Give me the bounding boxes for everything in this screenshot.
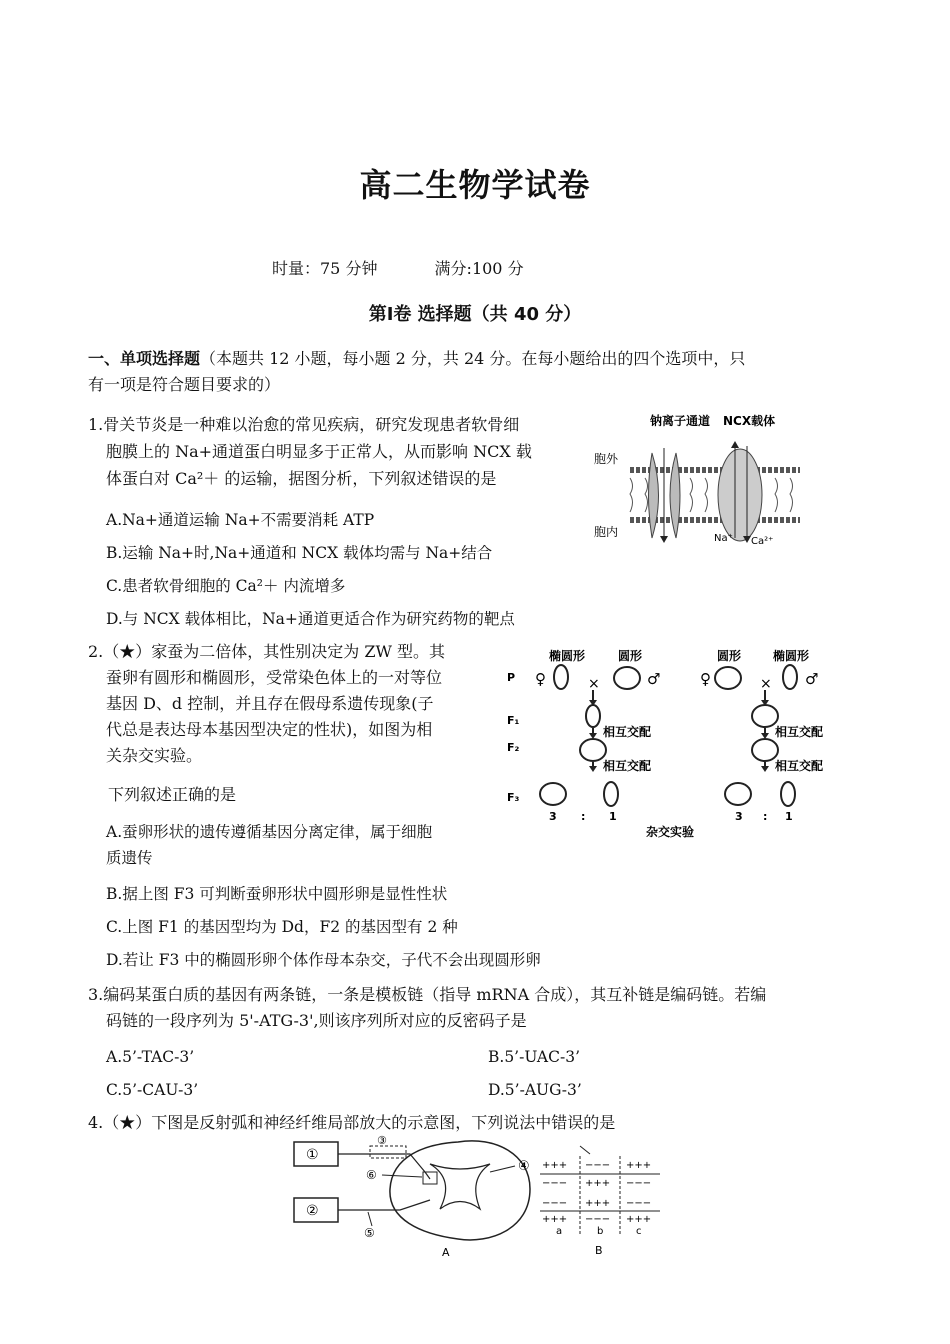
figure-caption: 杂交实验 xyxy=(646,825,695,839)
left-f3-oval-egg xyxy=(604,782,618,806)
q2-option-a-cont: 质遗传 xyxy=(106,849,153,867)
na-label: Na⁺ xyxy=(714,533,733,544)
right-male-symbol: ♂ xyxy=(805,670,819,688)
left-ratio-colon: : xyxy=(581,810,586,823)
inside-label: 胞内 xyxy=(594,525,619,539)
q1-stem-1: 1.骨关节炎是一种难以治愈的常见疾病，研究发现患者软骨细 xyxy=(88,415,520,434)
outside-label: 胞外 xyxy=(594,452,619,466)
left-header-round: 圆形 xyxy=(618,649,643,663)
part1-heading: 一、单项选择题 xyxy=(88,349,201,368)
channel-label: 钠离子通道 xyxy=(650,414,711,428)
left-female-symbol: ♀ xyxy=(535,670,546,688)
right-f1-egg xyxy=(752,705,778,727)
left-cross: × xyxy=(588,676,600,692)
left-p-oval-egg xyxy=(554,665,568,689)
figure-b-label: B xyxy=(595,1244,603,1257)
left-mating-1: 相互交配 xyxy=(603,725,652,739)
left-f3-round-egg xyxy=(540,783,566,805)
part1-heading-line xyxy=(88,348,745,370)
charges-mid2-b: +++ xyxy=(585,1198,611,1209)
n5-label: ⑤ xyxy=(364,1226,375,1240)
exam-score: 满分:100 分 xyxy=(434,259,524,278)
right-p-round-egg xyxy=(715,667,741,689)
section-title: 第Ⅰ卷 选择题（共 40 分） xyxy=(368,304,582,325)
exam-time: 时量：75 分钟 xyxy=(272,259,378,278)
charges-mid1-a: −−− xyxy=(542,1178,568,1189)
n6-label: ⑥ xyxy=(366,1168,377,1182)
q3-stem-2: 码链的一段序列为 5'-ATG-3',则该序列所对应的反密码子是 xyxy=(106,1011,527,1030)
right-p-oval-egg xyxy=(783,665,797,689)
charges-bot-a: +++ xyxy=(542,1214,568,1225)
q1-option-b: B.运输 Na+时,Na+通道和 NCX 载体均需与 Na+结合 xyxy=(106,544,493,562)
right-header-round: 圆形 xyxy=(717,649,742,663)
box1-label: ① xyxy=(306,1147,319,1163)
carrier-label: NCX载体 xyxy=(723,414,776,428)
q2-prompt: 下列叙述正确的是 xyxy=(108,785,237,804)
right-header-oval: 椭圆形 xyxy=(773,649,810,663)
right-f2-egg xyxy=(752,739,778,761)
q2-stem-4: 代总是表达母本基因型决定的性状)，如图为相 xyxy=(106,720,433,739)
part1-desc-2: 有一项是符合题目要求的） xyxy=(88,375,281,394)
q1-option-a: A.Na+通道运输 Na+不需要消耗 ATP xyxy=(106,511,375,529)
gray-matter xyxy=(430,1164,490,1209)
right-ratio-colon: : xyxy=(763,810,768,823)
channel-protein-left xyxy=(649,453,659,538)
gen-p: P xyxy=(507,671,516,684)
figure-a-label: A xyxy=(442,1246,450,1259)
right-ratio-3: 3 xyxy=(735,810,743,823)
q2-option-d: D.若让 F3 中的椭圆形卵个体作母本杂交，子代不会出现圆形卵 xyxy=(106,951,541,969)
left-male-symbol: ♂ xyxy=(647,670,661,688)
seg-c: c xyxy=(636,1226,642,1237)
charges-bot-b: −−− xyxy=(585,1214,611,1225)
page-title: 高二生物学试卷 xyxy=(359,166,591,204)
left-mating-2: 相互交配 xyxy=(603,759,652,773)
charges-top-a: +++ xyxy=(542,1160,568,1171)
exam-meta xyxy=(272,256,576,279)
part1-desc-1: （本题共 12 小题，每小题 2 分，共 24 分。在每小题给出的四个选项中，只 xyxy=(200,349,746,368)
left-f2-egg xyxy=(580,739,606,761)
right-ratio-1: 1 xyxy=(785,810,793,823)
efferent-nerve xyxy=(338,1200,430,1210)
cross-figure xyxy=(505,644,835,844)
q2-stem-5: 关杂交实验。 xyxy=(106,746,203,765)
charges-top-b: −−− xyxy=(585,1160,611,1171)
q3-option-c: C.5’-CAU-3’ xyxy=(106,1081,199,1099)
left-p-round-egg xyxy=(614,667,640,689)
membrane-figure xyxy=(590,408,805,558)
left-ratio-3: 3 xyxy=(549,810,557,823)
right-f3-oval-egg xyxy=(781,782,795,806)
q2-stem-3: 基因 D、d 控制，并且存在假母系遗传现象(子 xyxy=(106,694,434,713)
nerve-fiber-charges xyxy=(540,1160,660,1225)
seg-a: a xyxy=(556,1226,563,1237)
q3-option-a: A.5’-TAC-3’ xyxy=(106,1048,195,1066)
ca-label: Ca²⁺ xyxy=(751,536,774,547)
right-f3-round-egg xyxy=(725,783,751,805)
right-cross: × xyxy=(760,676,772,692)
charges-mid2-c: −−− xyxy=(626,1198,652,1209)
q2-stem-1: 2.（★）家蚕为二倍体，其性别决定为 ZW 型。其 xyxy=(88,642,446,661)
charges-mid1-b: +++ xyxy=(585,1178,611,1189)
gen-f2: F₂ xyxy=(507,741,520,754)
q4-stem: 4.（★）下图是反射弧和神经纤维局部放大的示意图，下列说法中错误的是 xyxy=(88,1113,616,1132)
right-female-symbol: ♀ xyxy=(700,670,711,688)
left-header-oval: 椭圆形 xyxy=(549,649,586,663)
charges-mid1-c: −−− xyxy=(626,1178,652,1189)
q1-option-d: D.与 NCX 载体相比，Na+通道更适合作为研究药物的靶点 xyxy=(106,610,515,628)
charges-bot-c: +++ xyxy=(626,1214,652,1225)
gen-f3: F₃ xyxy=(507,791,520,804)
left-f1-egg xyxy=(586,705,600,727)
q2-option-a: A.蚕卵形状的遗传遵循基因分离定律，属于细胞 xyxy=(106,823,433,841)
q2-option-b: B.据上图 F3 可判断蚕卵形状中圆形卵是显性性状 xyxy=(106,885,448,903)
channel-protein-right xyxy=(670,453,680,538)
n3-label: ③ xyxy=(377,1134,387,1147)
q2-stem-2: 蚕卵有圆形和椭圆形，受常染色体上的一对等位 xyxy=(106,668,443,687)
n4-label: ④ xyxy=(518,1159,530,1174)
box2-label: ② xyxy=(306,1203,319,1219)
left-ratio-1: 1 xyxy=(609,810,617,823)
q2-option-c: C.上图 F1 的基因型均为 Dd，F2 的基因型有 2 种 xyxy=(106,918,458,936)
q1-stem-3: 体蛋白对 Ca²＋ 的运输，据图分析，下列叙述错误的是 xyxy=(106,469,497,488)
q3-option-d: D.5’-AUG-3’ xyxy=(488,1081,582,1099)
q1-option-c: C.患者软骨细胞的 Ca²＋ 内流增多 xyxy=(106,577,346,595)
gen-f1: F₁ xyxy=(507,714,520,727)
reflex-arc-figure xyxy=(290,1134,670,1260)
magnified-region xyxy=(370,1146,406,1158)
charges-mid2-a: −−− xyxy=(542,1198,568,1209)
q3-option-b: B.5’-UAC-3’ xyxy=(488,1048,581,1066)
charges-top-c: +++ xyxy=(626,1160,652,1171)
seg-b: b xyxy=(597,1226,604,1237)
ncx-carrier xyxy=(718,449,762,541)
q3-stem-1: 3.编码某蛋白质的基因有两条链，一条是模板链（指导 mRNA 合成），其互补链是编码链。若编 xyxy=(88,985,767,1004)
q1-stem-2: 胞膜上的 Na+通道蛋白明显多于正常人，从而影响 NCX 载 xyxy=(106,442,532,461)
right-mating-2: 相互交配 xyxy=(775,759,824,773)
right-mating-1: 相互交配 xyxy=(775,725,824,739)
